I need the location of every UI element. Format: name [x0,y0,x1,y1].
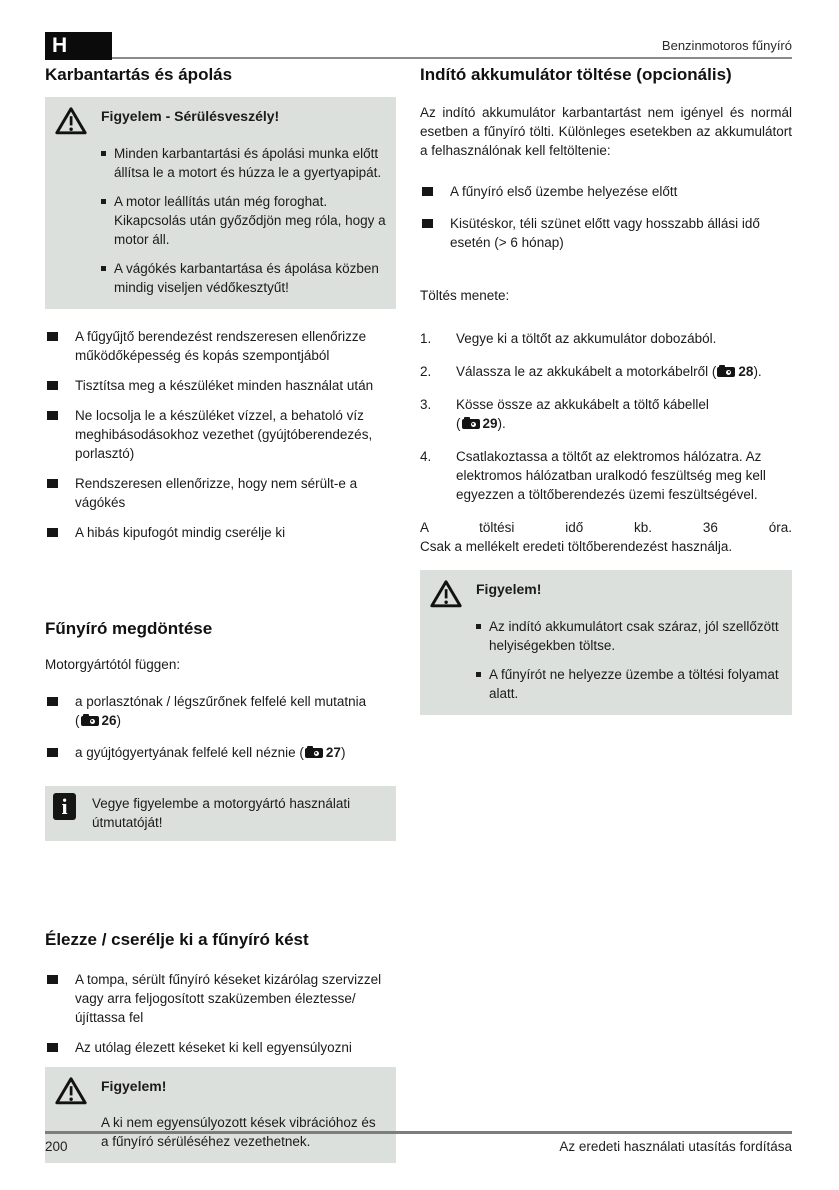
square-bullet-icon [47,1043,58,1052]
square-bullet-icon [47,411,58,420]
header-divider [45,57,792,59]
footer-divider [45,1131,792,1134]
list-item [420,182,792,201]
info-icon: i [53,793,76,820]
warning-title: Figyelem - Sérülésveszély! [101,108,280,124]
section-title-charging: Indító akkumulátor töltése (opcionális) [420,65,732,84]
language-code: H [52,34,68,57]
list-item-text: A fűnyíró első üzembe helyezése előtt [450,184,678,199]
charging-steps [420,329,792,504]
warning-triangle-icon [55,106,87,135]
info-box [45,786,396,841]
list-item [45,376,396,395]
list-item [45,327,396,365]
warning-body: A ki nem egyensúlyozott kések vibrációhoz és a fűnyíró sérüléséhez vezethetnek. [101,1115,376,1149]
list-item-text: A hibás kipufogót mindig cserélje ki [75,525,286,540]
sharpen-bullet-list [45,970,396,1057]
bullet-marker-icon [476,672,481,677]
list-item-text: a gyújtógyertyának felfelé kell néznie [75,745,296,760]
square-bullet-icon [422,219,433,228]
procedure-label: Töltés menete: [420,288,510,303]
footer-note: Az eredeti használati utasítás fordítása [559,1139,792,1154]
camera-icon [305,746,323,758]
warning-item [476,617,782,655]
warning-item-text: A motor leállítás után még foroghat. Kikapcsolás után győződjön meg róla, hogy a motor áll. [114,194,386,247]
list-item-text: Ne locsolja le a készüléket vízzel, a behatoló víz meghibásodásokhoz vezethet (gyújtóberendezés, porlasztó) [75,408,373,461]
step-number: 4. [420,449,432,464]
list-item-text: A tompa, sérült fűnyíró késeket kizárólag szervizzel vagy arra feljogosított szaküzemben éleztesse/ újíttassa fel [75,972,382,1025]
list-item [45,743,396,762]
language-badge [45,32,112,60]
list-item-text: Az utólag élezett késeket ki kell egyensúlyozni [75,1040,352,1055]
list-item [45,474,396,512]
warning-triangle-icon [55,1076,87,1105]
square-bullet-icon [47,748,58,757]
charging-duration [420,518,792,556]
warning-box-maintenance [45,97,396,309]
list-item [45,970,396,1027]
camera-icon [462,417,480,429]
warning-item-text: Az indító akkumulátort csak száraz, jól szellőzött helyiségekben töltse. [489,619,779,653]
square-bullet-icon [47,697,58,706]
camera-icon [717,365,735,377]
warning-item-text: Minden karbantartási és ápolási munka előtt állítsa le a motort és húzza le a gyertyapipát. [114,146,382,180]
square-bullet-icon [47,479,58,488]
list-item [45,523,396,542]
section-title-tilt: Fűnyíró megdöntése [45,619,213,638]
square-bullet-icon [47,381,58,390]
figure-reference: ( 27) [299,745,346,760]
list-item [420,214,792,252]
step-number: 3. [420,397,432,412]
list-item [45,1038,396,1057]
charging-bullet-list [420,182,792,252]
figure-reference: ( 26) [75,713,122,728]
list-item-text: A fűgyűjtő berendezést rendszeresen ellenőrizze működőképesség és kopás szempontjából [75,329,367,363]
warning-item-text: A vágókés karbantartása és ápolása közben mindig viseljen védőkesztyűt! [114,261,379,295]
step-item [420,395,792,433]
duration-line2: Csak a mellékelt eredeti töltőberendezést használja. [420,539,733,554]
warning-box-charging [420,570,792,715]
warning-item [101,144,386,182]
right-column [420,64,792,715]
charging-intro: Az indító akkumulátor karbantartást nem igényel és normál esetben a fűnyíró tölti. Különleges esetekben az akkumulátort a felhasználónak kell feltöltenie: [420,105,792,158]
bullet-marker-icon [101,151,106,156]
step-text: Kösse össze az akkukábelt a töltő kábellel [456,397,709,412]
warning-box-blades [45,1067,396,1163]
warning-item [476,665,782,703]
page-number: 200 [45,1139,68,1154]
duration-line1: A töltési idő kb. 36 óra. [420,520,792,535]
step-item [420,362,792,381]
warning-title: Figyelem! [476,581,542,597]
tilt-intro: Motorgyártótól függen: [45,657,181,672]
warning-triangle-icon [430,579,462,608]
maintenance-bullet-list [45,327,396,542]
list-item [45,406,396,463]
list-item-text: a porlasztónak / légszűrőnek felfelé kell mutatnia [75,694,367,709]
step-text: Vegye ki a töltőt az akkumulátor dobozából. [456,331,717,346]
square-bullet-icon [422,187,433,196]
figure-reference: ( 29). [456,416,506,431]
section-title-maintenance: Karbantartás és ápolás [45,65,233,84]
left-column [45,64,396,1163]
square-bullet-icon [47,975,58,984]
list-item-text: Tisztítsa meg a készüléket minden használat után [75,378,374,393]
list-item-text: Rendszeresen ellenőrizze, hogy nem sérült-e a vágókés [75,476,358,510]
warning-item [101,192,386,249]
camera-icon [81,714,99,726]
step-number: 1. [420,331,432,346]
step-item [420,329,792,348]
square-bullet-icon [47,332,58,341]
info-text: Vegye figyelembe a motorgyártó használati útmutatóját! [92,796,351,830]
square-bullet-icon [47,528,58,537]
list-item-text: Kisütéskor, téli szünet előtt vagy hosszabb állási idő esetén (> 6 hónap) [450,216,760,250]
step-item [420,447,792,504]
step-text: Válassza le az akkukábelt a motorkábelről [456,364,709,379]
list-item [45,692,396,730]
tilt-bullet-list [45,692,396,762]
running-header: Benzinmotoros fűnyíró [661,38,792,53]
section-title-sharpen: Élezze / cserélje ki a fűnyíró kést [45,930,309,949]
bullet-marker-icon [101,266,106,271]
bullet-marker-icon [101,199,106,204]
warning-item-text: A fűnyírót ne helyezze üzembe a töltési folyamat alatt. [489,667,779,701]
step-number: 2. [420,364,432,379]
bullet-marker-icon [476,624,481,629]
warning-title: Figyelem! [101,1078,167,1094]
step-text: Csatlakoztassa a töltőt az elektromos hálózatra. Az elektromos hálózatban uralkodó feszültség meg kell egyezzen a töltőberendezés üzemi feszültségével. [456,449,766,502]
figure-reference: ( 28). [711,364,762,379]
warning-item [101,259,386,297]
